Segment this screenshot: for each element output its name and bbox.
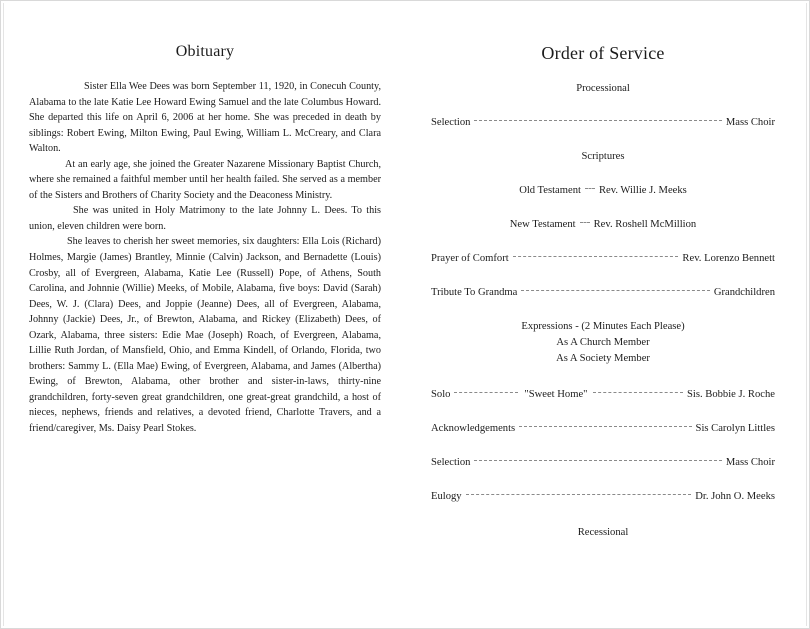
recessional: Recessional (577, 527, 629, 538)
obituary-paragraph: At an early age, she joined the Greater Nazarene Missionary Baptist Church, where she remained a faithful member until her health failed. She served as a member of the Sisters and Brothers of Charity Society and the Deaconess Ministry. (29, 158, 381, 201)
service-row-new-testament (431, 219, 775, 230)
leader-dots (466, 494, 692, 495)
service-item-label: Selection (431, 457, 471, 468)
service-item-participant: Grandchildren (713, 287, 775, 298)
service-row-prayer (431, 253, 775, 264)
order-of-service-column (431, 31, 775, 538)
obituary-title: Obituary (175, 43, 235, 60)
service-row-selection (431, 117, 775, 128)
service-item-label: Tribute To Grandma (431, 287, 518, 298)
service-row-solo (431, 389, 775, 400)
leader-dots (474, 120, 721, 121)
leader-dots (585, 188, 595, 189)
expressions-society: As A Society Member (556, 353, 650, 364)
service-item-label: Selection (431, 117, 471, 128)
service-row-tribute (431, 287, 775, 298)
service-item-participant: Rev. Lorenzo Bennett (682, 253, 775, 264)
service-item-participant: Mass Choir (725, 117, 775, 128)
service-item-participant: Rev. Willie J. Meeks (598, 185, 687, 196)
service-row-selection-2 (431, 457, 775, 468)
leader-dots (519, 426, 691, 427)
service-item-label: New Testament (509, 219, 576, 230)
service-item-label: Solo (431, 389, 451, 400)
service-item-label: Prayer of Comfort (431, 253, 509, 264)
expressions-line: Expressions - (2 Minutes Each Please) (521, 321, 685, 332)
leader-dots (474, 460, 721, 461)
service-item-participant: Dr. John O. Meeks (695, 491, 775, 502)
obituary-paragraph: She leaves to cherish her sweet memories, six daughters: Ella Lois (Richard) Holmes, Margie (James) Brantley, Minnie (Calvin) Jackson, and Bernadette (Louis) Crosby, all of Evergreen, Alabama, Katie Lee (Russell) Pope, of Athens, South Carolina, and Johnnie (Willie) Meeks, of Mobile, Alabama, five boys: David (Sarah) Dees, W. J. (Clara) Dees, and Joppie (Jeanne) Dees, all of Evergreen, Alabama, Johnny (Jackie) Dees, Jr., of Brewton, Alabama, and Rickey (Elizabeth) Dees, of Ozark, Alabama, three sisters: Edie Mae (Joseph) Roach, of Evergreen, Alabama, Lillie Ruth Jordan, of Mansfield, Ohio, and Emma Kindell, of Orlando, Florida, two brothers: Sammy L. (Ella Mae) Ewing, of Evergreen, Alabama, and James (Albertha) Ewing, of Brewton, Alabama, other brother and sister-in-laws, thirty-nine grandchildren, forty-seven great grandchildren, one great-great grandchild, a host of nieces, nephews, friends and relatives, a devoted friend, Charlotte Travers, and a friend/caregiver, Ms. Daisy Pearl Stokes. (29, 236, 381, 435)
service-item-participant: Rev. Roshell McMillion (593, 219, 697, 230)
service-item-label: Eulogy (431, 491, 462, 502)
service-item-participant: Sis Carolyn Littles (695, 423, 775, 434)
leader-dots (454, 392, 518, 393)
service-row-acknowledgements (431, 423, 775, 434)
service-row-old-testament (431, 185, 775, 196)
obituary-paragraph: Sister Ella Wee Dees was born September 11, 1920, in Conecuh County, Alabama to the late Katie Lee Howard Ewing Samuel and the late Columbus Howard. She departed this life on April 6, 2006 at her home. She was preceded in death by siblings: Robert Ewing, Milton Ewing, Paul Ewing, William L. McCreary, and Clara Walton. (29, 81, 381, 155)
leader-dots (513, 256, 679, 257)
service-item-participant: Mass Choir (725, 457, 775, 468)
service-row-eulogy (431, 491, 775, 502)
obituary-paragraph: She was united in Holy Matrimony to the late Johnny L. Dees. To this union, eleven children were born. (29, 205, 381, 232)
expressions-church: As A Church Member (556, 337, 650, 348)
solo-song-title: "Sweet Home" (524, 389, 588, 400)
obituary-column (29, 31, 381, 437)
service-title: Order of Service (541, 43, 665, 63)
page-border-right (806, 3, 807, 626)
leader-dots (580, 222, 590, 223)
service-item-participant: Sis. Bobbie J. Roche (687, 389, 775, 400)
service-item-label: Acknowledgements (431, 423, 516, 434)
processional: Processional (576, 83, 630, 94)
service-item-label: Old Testament (519, 185, 581, 196)
scriptures-heading: Scriptures (581, 151, 625, 162)
leader-dots (593, 392, 683, 393)
page-border-left (3, 3, 4, 626)
obituary-text (29, 79, 381, 437)
leader-dots (521, 290, 709, 291)
